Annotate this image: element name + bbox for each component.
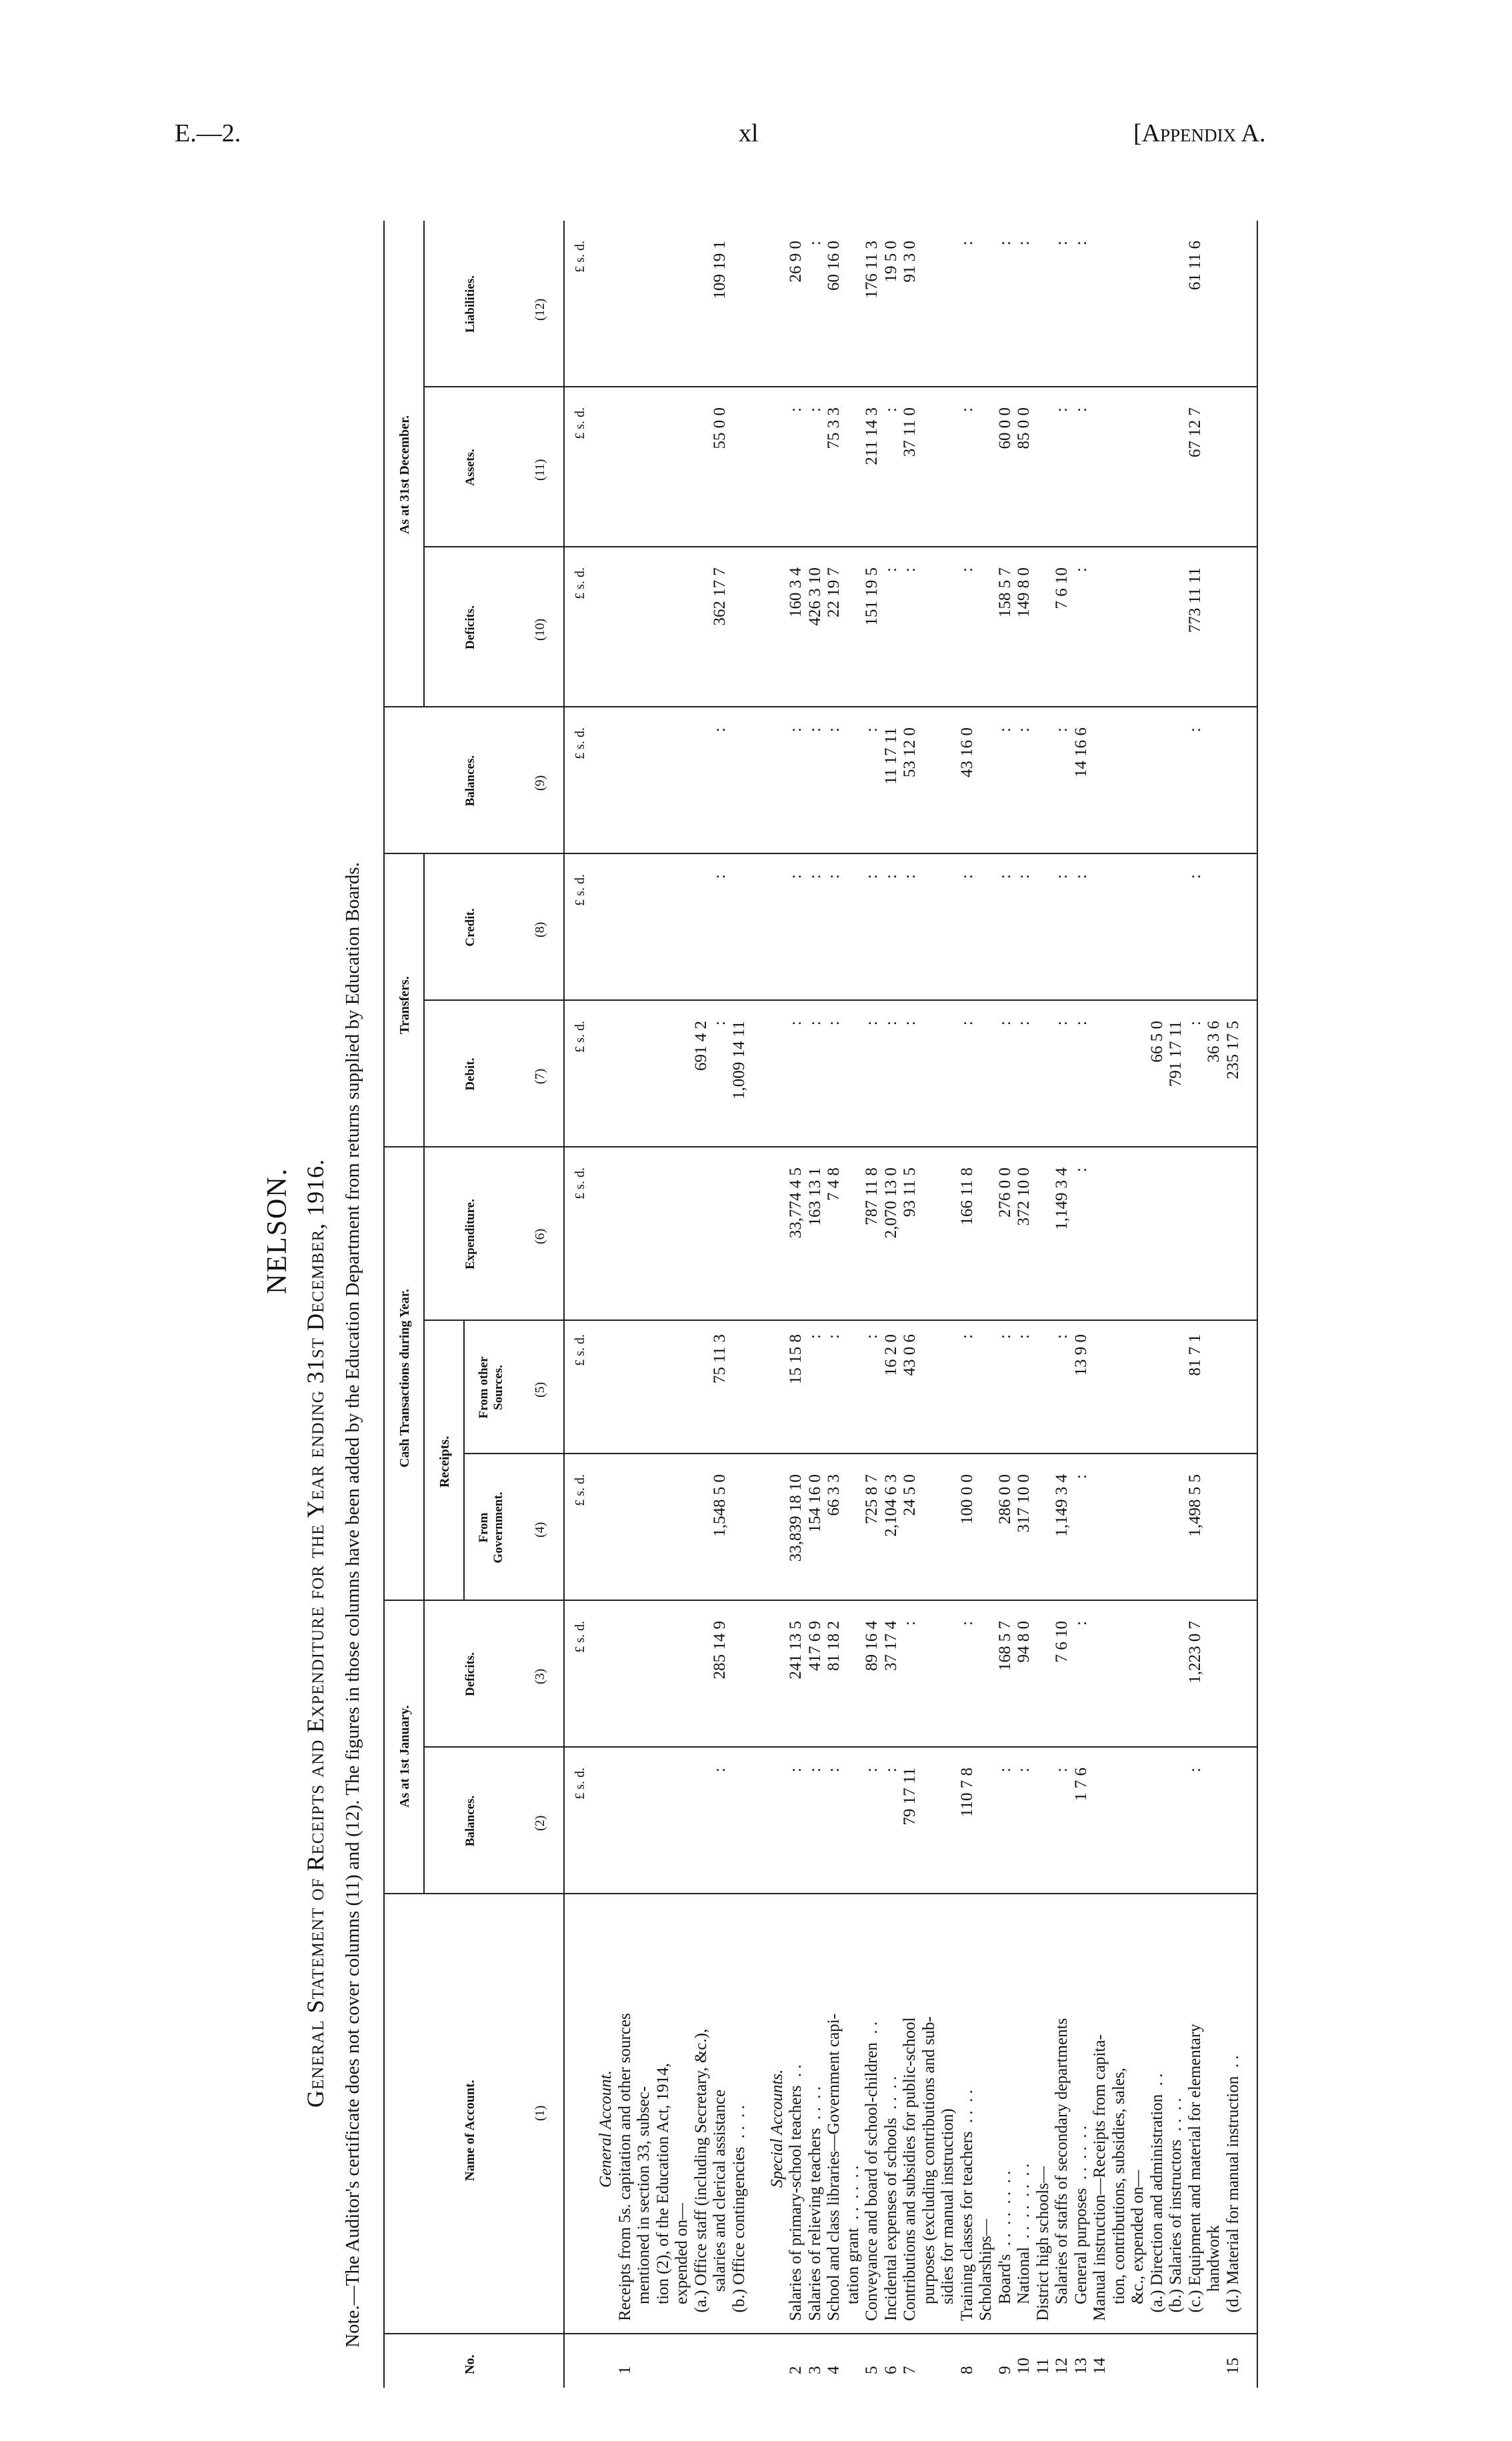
col-debit: Debit.: [463, 1057, 477, 1091]
col-num-11: (11): [533, 459, 547, 481]
cell-col-6: :: [1071, 1167, 1090, 1172]
cell-col-12: :: [957, 241, 976, 245]
cell-col-2: 1 7 6: [1071, 1768, 1090, 1801]
cell-col-6: 163 13 1: [805, 1167, 824, 1226]
cell-col-8: :: [1071, 874, 1090, 879]
account-name: General purposes . . . . . .: [1071, 2126, 1090, 2321]
cell-col-7: :: [1185, 1021, 1204, 1025]
cell-col-9: :: [711, 727, 729, 732]
account-name: National . . . . . . . .: [1015, 2163, 1033, 2321]
cell-col-12: 176 11 3: [863, 241, 881, 299]
account-name: Salaries of primary-school teachers . .: [787, 2064, 805, 2321]
cell-col-8: :: [1185, 874, 1204, 879]
cell-col-9: 11 17 11: [881, 727, 900, 785]
cell-col-6: 7 4 8: [825, 1167, 843, 1201]
account-name: (c.) Equipment and material for elementary: [1185, 2024, 1204, 2321]
cell-col-7: :: [957, 1021, 976, 1025]
page-ref-left: E.—2.: [175, 119, 241, 147]
cell-col-3: 1,223 0 7: [1185, 1621, 1204, 1684]
cell-col-5: 16 2 0: [881, 1334, 900, 1376]
col-num-12: (12): [533, 298, 547, 321]
cell-col-12: 61 11 6: [1185, 241, 1204, 291]
col-num-8: (8): [533, 921, 547, 937]
cell-col-7: :: [805, 1021, 824, 1025]
cell-col-4: 66 3 3: [825, 1474, 843, 1516]
cell-col-11: 211 14 3: [863, 407, 881, 465]
cell-col-2: :: [787, 1768, 805, 1772]
cell-col-7: :: [711, 1021, 729, 1025]
cell-col-4: 33,839 18 10: [787, 1474, 805, 1562]
cell-col-3: 285 14 9: [711, 1621, 729, 1680]
no-heading: No.: [463, 2354, 477, 2374]
cell-col-7: :: [901, 1021, 919, 1025]
cell-col-5: 43 0 6: [901, 1334, 919, 1376]
cell-col-3: :: [957, 1621, 976, 1626]
col-from-government: From Government.: [477, 1492, 505, 1564]
cell-col-5: :: [957, 1334, 976, 1339]
cell-col-11: :: [957, 407, 976, 412]
cell-col-11: :: [805, 407, 824, 412]
statement-table: [383, 221, 1257, 2388]
cell-col-3: 417 6 9: [805, 1621, 824, 1671]
cell-col-5: :: [1015, 1334, 1033, 1339]
col-deficits: Deficits.: [463, 1652, 477, 1696]
cell-col-6: 2,070 13 0: [881, 1167, 900, 1239]
table-body: [597, 221, 1250, 2388]
account-name: tion (2), of the Education Act, 1914,: [653, 2063, 672, 2321]
col-from-other: From other Sources.: [477, 1356, 505, 1419]
cell-col-7: 235 17 5: [1223, 1021, 1242, 1079]
row-number: 13: [1071, 2358, 1090, 2374]
cell-col-5: :: [805, 1334, 824, 1339]
units-5: £ s. d.: [573, 1334, 587, 1366]
row-number: 6: [881, 2366, 900, 2374]
cell-col-7: 691 4 2: [691, 1021, 710, 1071]
cell-col-4: 1,498 5 5: [1185, 1474, 1204, 1537]
account-name: Conveyance and board of school-children . .: [863, 2021, 881, 2321]
cell-col-2: 110 7 8: [957, 1768, 976, 1818]
row-number: 10: [1015, 2358, 1033, 2374]
cell-col-9: :: [787, 727, 805, 732]
cell-col-10: 151 19 5: [863, 567, 881, 626]
cell-col-4: 24 5 0: [901, 1474, 919, 1516]
cell-col-8: :: [901, 874, 919, 879]
account-name: (a.) Direction and administration . .: [1147, 2073, 1166, 2321]
col-expenditure: Expenditure.: [463, 1199, 477, 1270]
cell-col-7: :: [863, 1021, 881, 1025]
cell-col-9: :: [805, 727, 824, 732]
cell-col-11: 37 11 0: [901, 407, 919, 457]
units-10: £ s. d.: [573, 567, 587, 599]
col-num-5: (5): [533, 1382, 547, 1398]
cell-col-5: 13 9 0: [1071, 1334, 1090, 1376]
col-num-4: (4): [533, 1522, 547, 1538]
cell-col-4: 1,149 3 4: [1053, 1474, 1071, 1537]
cell-col-8: :: [957, 874, 976, 879]
row-number: 15: [1223, 2358, 1242, 2374]
cell-col-10: 773 11 11: [1185, 567, 1204, 633]
statement-title: General Statement of Receipts and Expenditure for the Year ending 31st December, 1916.: [302, 1158, 329, 2108]
cell-col-10: :: [1071, 567, 1090, 572]
cell-col-12: 26 9 0: [787, 241, 805, 283]
cell-col-6: 33,774 4 5: [787, 1167, 805, 1239]
col-deficits-2: Deficits.: [463, 605, 477, 649]
cell-col-11: :: [881, 407, 900, 412]
units-9: £ s. d.: [573, 727, 587, 759]
cell-col-8: :: [805, 874, 824, 879]
cell-col-10: 149 8 0: [1015, 567, 1033, 617]
row-number: 14: [1091, 2358, 1109, 2374]
cell-col-3: 7 6 10: [1053, 1621, 1071, 1663]
cell-col-5: :: [995, 1334, 1014, 1339]
row-number: 12: [1053, 2358, 1071, 2374]
cell-col-10: :: [957, 567, 976, 572]
account-name: expended on—: [673, 2202, 691, 2321]
col-num-3: (3): [533, 1668, 547, 1684]
col-balances-2: Balances.: [463, 755, 477, 807]
account-name: &c., expended on—: [1129, 2170, 1147, 2321]
cell-col-2: :: [1053, 1768, 1071, 1772]
cell-col-3: 168 5 7: [995, 1621, 1014, 1671]
account-name: salaries and clerical assistance: [711, 2089, 729, 2321]
cell-col-9: 14 16 6: [1071, 727, 1090, 777]
cell-col-5: 81 7 1: [1185, 1334, 1204, 1376]
cell-col-2: :: [825, 1768, 843, 1772]
row-number: 8: [957, 2366, 976, 2374]
units-12: £ s. d.: [573, 241, 587, 273]
cell-col-12: 60 16 0: [825, 241, 843, 291]
cell-col-7: :: [1071, 1021, 1090, 1025]
cell-col-5: 15 15 8: [787, 1334, 805, 1384]
account-name: (a.) Office staff (including Secretary, &c.),: [691, 2028, 710, 2321]
row-number: 3: [805, 2366, 824, 2374]
row-number: 4: [825, 2366, 843, 2374]
group-rule-receipts: [463, 1321, 465, 1601]
cell-col-3: 94 8 0: [1015, 1621, 1033, 1663]
cell-col-12: 91 3 0: [901, 241, 919, 283]
account-name: Salaries of relieving teachers . . . .: [805, 2086, 824, 2321]
cell-col-2: :: [1185, 1768, 1204, 1772]
cell-col-10: 160 3 4: [787, 567, 805, 617]
cell-col-8: :: [863, 874, 881, 879]
cell-col-7: 791 17 11: [1167, 1021, 1185, 1087]
units-7: £ s. d.: [573, 1021, 587, 1053]
col-num-6: (6): [533, 1228, 547, 1244]
cell-col-8: :: [1053, 874, 1071, 879]
cell-col-11: 55 0 0: [711, 407, 729, 449]
row-number: 2: [787, 2366, 805, 2374]
cell-col-7: :: [995, 1021, 1014, 1025]
cell-col-4: 154 16 0: [805, 1474, 824, 1533]
cell-col-7: :: [1053, 1021, 1071, 1025]
cell-col-6: 166 11 8: [957, 1167, 976, 1226]
account-name: (d.) Material for manual instruction . .: [1223, 2055, 1242, 2321]
col-assets: Assets.: [463, 449, 477, 486]
cell-col-7: :: [1015, 1021, 1033, 1025]
col-num-9: (9): [533, 775, 547, 791]
cell-col-8: :: [881, 874, 900, 879]
cell-col-7: 36 3 6: [1205, 1021, 1223, 1063]
cell-col-12: :: [995, 241, 1014, 245]
cell-col-3: 37 17 4: [881, 1621, 900, 1671]
cell-col-12: :: [1015, 241, 1033, 245]
account-name: Contributions and subsidies for public-school: [901, 2017, 919, 2321]
cell-col-11: :: [787, 407, 805, 412]
cell-col-8: :: [825, 874, 843, 879]
transfers-heading: Transfers.: [397, 976, 412, 1034]
col-num-1: (1): [533, 2105, 547, 2121]
cell-col-12: 19 5 0: [881, 241, 900, 283]
account-name: General Account.: [597, 2070, 615, 2188]
cell-col-10: 158 5 7: [995, 567, 1014, 617]
col-balances: Balances.: [463, 1795, 477, 1847]
cell-col-9: :: [1053, 727, 1071, 732]
auditor-note: Note.—The Auditor's certificate does not cover columns (11) and (12). The figures in those columns have been added by the Education Department from returns supplied by Education Boards.: [342, 862, 363, 2348]
row-number: 9: [995, 2366, 1014, 2374]
row-number: 7: [901, 2366, 919, 2374]
col-num-10: (10): [533, 618, 547, 641]
cell-col-3: 241 13 5: [787, 1621, 805, 1680]
account-name: handwork: [1205, 2225, 1223, 2321]
cell-col-6: 93 11 5: [901, 1167, 919, 1217]
cell-col-4: 725 8 7: [863, 1474, 881, 1524]
group-rule-jan: [423, 1601, 425, 1894]
cell-col-8: :: [787, 874, 805, 879]
cell-col-5: :: [1053, 1334, 1071, 1339]
cell-col-10: 362 17 7: [711, 567, 729, 626]
cell-col-2: 79 17 11: [901, 1768, 919, 1826]
cell-col-4: 2,104 6 3: [881, 1474, 900, 1537]
account-name: purposes (excluding contributions and sub-: [919, 2016, 938, 2321]
cell-col-8: :: [1015, 874, 1033, 879]
cell-col-5: :: [863, 1334, 881, 1339]
cell-col-7: :: [825, 1021, 843, 1025]
cell-col-11: 67 12 7: [1185, 407, 1204, 457]
col-num-2: (2): [533, 1815, 547, 1831]
group-rule-transfers: [423, 854, 425, 1147]
cell-col-2: :: [863, 1768, 881, 1772]
cell-col-3: :: [901, 1621, 919, 1626]
cell-col-10: 22 19 7: [825, 567, 843, 617]
cell-col-10: :: [901, 567, 919, 572]
account-name: Salaries of staffs of secondary departments: [1053, 2018, 1071, 2321]
group-rule-dec: [423, 221, 425, 707]
cell-col-12: 109 19 1: [711, 241, 729, 299]
account-name: tation grant . . . . . .: [843, 2165, 862, 2321]
cell-col-9: :: [1015, 727, 1033, 732]
cell-col-8: :: [995, 874, 1014, 879]
account-name: sidies for manual instruction): [939, 2108, 957, 2321]
account-name: mentioned in section 33, subsec-: [635, 2086, 653, 2321]
cell-col-7: :: [881, 1021, 900, 1025]
cell-col-2: :: [995, 1768, 1014, 1772]
cell-col-7: :: [787, 1021, 805, 1025]
cell-col-6: 372 10 0: [1015, 1167, 1033, 1226]
cell-col-12: :: [1053, 241, 1071, 245]
table-top-rule: [383, 221, 385, 2388]
account-name: District high schools—: [1033, 2166, 1052, 2321]
cell-col-3: 89 16 4: [863, 1621, 881, 1671]
account-name: Receipts from 5s. capitation and other sources: [615, 2013, 634, 2321]
cell-col-5: 75 11 3: [711, 1334, 729, 1384]
cell-col-4: 317 10 0: [1015, 1474, 1033, 1533]
account-name: (b.) Salaries of instructors . . . .: [1167, 2098, 1185, 2321]
cell-col-9: 53 12 0: [901, 727, 919, 777]
group-rule-cash: [423, 1147, 425, 1601]
account-name: tion, contributions, subsidies, sales,: [1109, 2068, 1128, 2321]
cell-col-4: 286 0 0: [995, 1474, 1014, 1524]
cell-col-6: 276 0 0: [995, 1167, 1014, 1217]
cell-col-11: 75 3 3: [825, 407, 843, 449]
col-num-7: (7): [533, 1068, 547, 1084]
appendix-label: [Appendix A.: [1133, 119, 1266, 147]
row-number: 11: [1033, 2358, 1052, 2374]
cell-col-2: :: [711, 1768, 729, 1772]
account-name: Board's . . . . . . . .: [995, 2170, 1014, 2321]
cell-col-12: :: [1071, 241, 1090, 245]
cell-col-2: :: [1015, 1768, 1033, 1772]
dec-heading: As at 31st December.: [397, 415, 412, 534]
cell-col-6: 1,149 3 4: [1053, 1167, 1071, 1230]
cell-col-7: 66 5 0: [1147, 1021, 1166, 1063]
cash-heading: Cash Transactions during Year.: [397, 1289, 412, 1468]
cell-col-3: 81 18 2: [825, 1621, 843, 1671]
account-name: Manual instruction—Receipts from capita-: [1091, 2034, 1109, 2321]
account-name: (b.) Office contingencies . . . .: [729, 2105, 748, 2321]
cell-col-2: :: [805, 1768, 824, 1772]
cell-col-9: :: [863, 727, 881, 732]
cell-col-5: :: [825, 1334, 843, 1339]
account-name: Special Accounts.: [767, 2069, 786, 2188]
col-credit: Credit.: [463, 908, 477, 947]
cell-col-6: 787 11 8: [863, 1167, 881, 1226]
cell-col-3: :: [1071, 1621, 1090, 1626]
units-2: £ s. d.: [573, 1768, 587, 1800]
cell-col-11: :: [1053, 407, 1071, 412]
cell-col-11: 85 0 0: [1015, 407, 1033, 449]
cell-col-9: 43 16 0: [957, 727, 976, 777]
col-liabilities: Liabilities.: [463, 275, 477, 333]
cell-col-12: :: [805, 241, 824, 245]
cell-col-7: 1,009 14 11: [729, 1021, 748, 1099]
account-name: Scholarships—: [977, 2219, 995, 2321]
jan-heading: As at 1st January.: [397, 1705, 412, 1808]
page-number: xl: [739, 119, 759, 147]
cell-col-10: 426 3 10: [805, 567, 824, 626]
table-bottom-rule: [1257, 221, 1258, 2388]
cell-col-4: 1,548 5 0: [711, 1474, 729, 1537]
cell-col-11: 60 0 0: [995, 407, 1014, 449]
cell-col-9: :: [825, 727, 843, 732]
cell-col-11: :: [1071, 407, 1090, 412]
units-11: £ s. d.: [573, 407, 587, 439]
account-name: School and class libraries—Government capi-: [825, 2014, 843, 2321]
units-3: £ s. d.: [573, 1621, 587, 1653]
units-8: £ s. d.: [573, 874, 587, 906]
cell-col-10: 7 6 10: [1053, 567, 1071, 609]
cell-col-4: 100 0 0: [957, 1474, 976, 1524]
cell-col-9: :: [995, 727, 1014, 732]
row-number: 1: [615, 2366, 634, 2374]
cell-col-2: :: [881, 1768, 900, 1772]
receipts-heading: Receipts.: [437, 1436, 452, 1488]
units-6: £ s. d.: [573, 1167, 587, 1199]
cell-col-8: :: [711, 874, 729, 879]
units-4: £ s. d.: [573, 1474, 587, 1506]
cell-col-10: :: [881, 567, 900, 572]
board-title: NELSON.: [262, 1167, 293, 1294]
row-number: 5: [863, 2366, 881, 2374]
name-heading: Name of Account.: [463, 2080, 477, 2181]
account-name: Training classes for teachers . . . .: [957, 2090, 976, 2321]
cell-col-9: :: [1185, 727, 1204, 732]
cell-col-4: :: [1071, 1474, 1090, 1479]
account-name: Incidental expenses of schools . . . .: [881, 2076, 900, 2321]
